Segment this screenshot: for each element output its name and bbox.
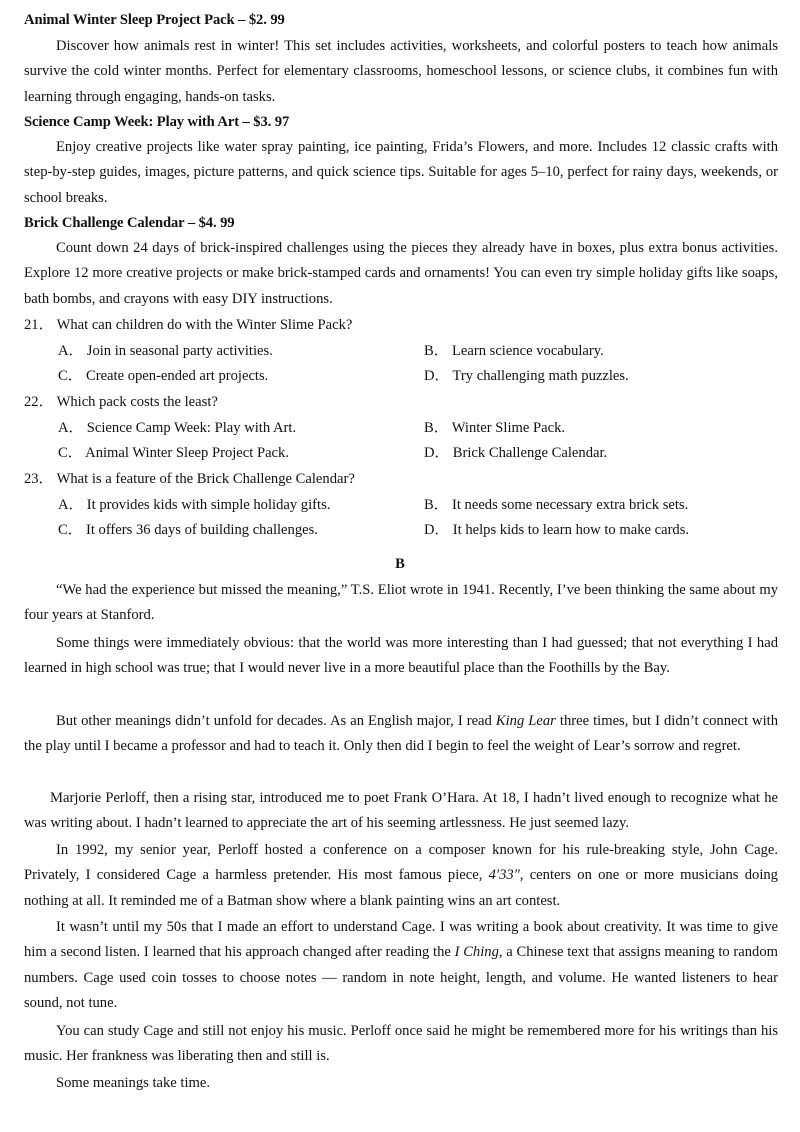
question-21-stem: 21． What can children do with the Winter Slime Pack? xyxy=(24,317,353,333)
question-21-option-b: B． Learn science vocabulary. xyxy=(424,343,604,359)
product-title-brick-calendar: Brick Challenge Calendar – $4. 99 xyxy=(24,215,235,231)
passage-b-paragraph-3: But other meanings didn’t unfold for decades. As an English major, I read King Lear three times, but I didn’t connect with the play until I became a professor and had to teach it. Only then did I begin to feel the weight of Lear’s sorrow and regret. xyxy=(24,713,778,755)
question-21-option-c: C． Create open-ended art projects. xyxy=(58,368,269,384)
passage-b-paragraph-8: Some meanings take time. xyxy=(56,1075,211,1091)
passage-b-paragraph-7: You can study Cage and still not enjoy his music. Perloff once said he might be remembered more for his writings than his music. Her frankness was liberating then and still is. xyxy=(24,1023,778,1065)
question-23-option-a: A． It provides kids with simple holiday gifts. xyxy=(58,497,331,513)
product-title-science-camp: Science Camp Week: Play with Art – $3. 97 xyxy=(24,114,290,130)
i-ching-title: I Ching xyxy=(454,944,499,961)
passage-b-paragraph-6: It wasn’t until my 50s that I made an effort to understand Cage. I was writing a book about creativity. It was time to give him a second listen. I learned that his approach changed after reading the I Ching, a Chinese text that assigns meaning to random numbers. Cage used coin tosses to choose notes — random in note height, length, and volume. He wanted listeners to hear sound, not tune. xyxy=(24,919,778,1012)
question-23-option-b: B． It needs some necessary extra brick sets. xyxy=(424,497,689,513)
question-23-option-c: C． It offers 36 days of building challenges. xyxy=(58,522,318,538)
question-21-option-a: A． Join in seasonal party activities. xyxy=(58,343,273,359)
product-description-winter-sleep: Discover how animals rest in winter! This set includes activities, worksheets, and colorful posters to teach how animals survive the cold winter months. Perfect for elementary classrooms, homeschool lessons, or science clubs, it combines fun with learning through engaging, hands-on tasks. xyxy=(24,38,778,105)
piece-title-4-33: 4′33″ xyxy=(488,867,520,884)
question-22-option-a: A． Science Camp Week: Play with Art. xyxy=(58,420,297,436)
passage-b-paragraph-5: In 1992, my senior year, Perloff hosted a conference on a composer known for his rule-breaking style, John Cage. Privately, I considered Cage a harmless pretender. His most famous piece, 4′33″, centers on one or more musicians doing nothing at all. It reminded me of a Batman show where a blank painting wins an art contest. xyxy=(24,842,778,909)
product-description-science-camp: Enjoy creative projects like water spray painting, ice painting, Frida’s Flowers, and more. Includes 12 classic crafts with step-by-step guides, images, picture patterns, and quick science tips. Suitable for ages 5–10, perfect for rainy days, weekends, or school breaks. xyxy=(24,139,778,206)
question-22-stem: 22． Which pack costs the least? xyxy=(24,394,218,410)
question-22-option-d: D． Brick Challenge Calendar. xyxy=(424,445,608,461)
question-22-option-b: B． Winter Slime Pack. xyxy=(424,420,566,436)
passage-b-paragraph-1: “We had the experience but missed the meaning,” T.S. Eliot wrote in 1941. Recently, I’ve been thinking the same about my four years at Stanford. xyxy=(24,582,778,624)
product-title-winter-sleep: Animal Winter Sleep Project Pack – $2. 99 xyxy=(24,12,285,28)
question-23-stem: 23． What is a feature of the Brick Challenge Calendar? xyxy=(24,471,355,487)
question-23-option-d: D． It helps kids to learn how to make cards. xyxy=(424,522,690,538)
passage-b-paragraph-4: Marjorie Perloff, then a rising star, introduced me to poet Frank O’Hara. At 18, I hadn’t lived enough to recognize what he was writing about. I hadn’t learned to appreciate the art of his seeming artlessness. He just seemed lazy. xyxy=(24,790,778,832)
question-21-option-d: D． Try challenging math puzzles. xyxy=(424,368,629,384)
king-lear-title: King Lear xyxy=(495,713,556,729)
product-description-brick-calendar: Count down 24 days of brick-inspired challenges using the pieces they already have in boxes, plus extra bonus activities. Explore 12 more creative projects or make brick-stamped cards and ornaments! You can even try simple holiday gifts like soaps, bath bombs, and crayons with easy DIY instructions. xyxy=(24,240,778,307)
passage-b-paragraph-2: Some things were immediately obvious: that the world was more interesting than I had guessed; that not everything I had learned in high school was true; that I would never live in a more beautiful place than the Foothills by the Bay. xyxy=(24,635,778,677)
question-22-option-c: C． Animal Winter Sleep Project Pack. xyxy=(58,445,289,461)
section-b-heading: B xyxy=(395,556,405,572)
